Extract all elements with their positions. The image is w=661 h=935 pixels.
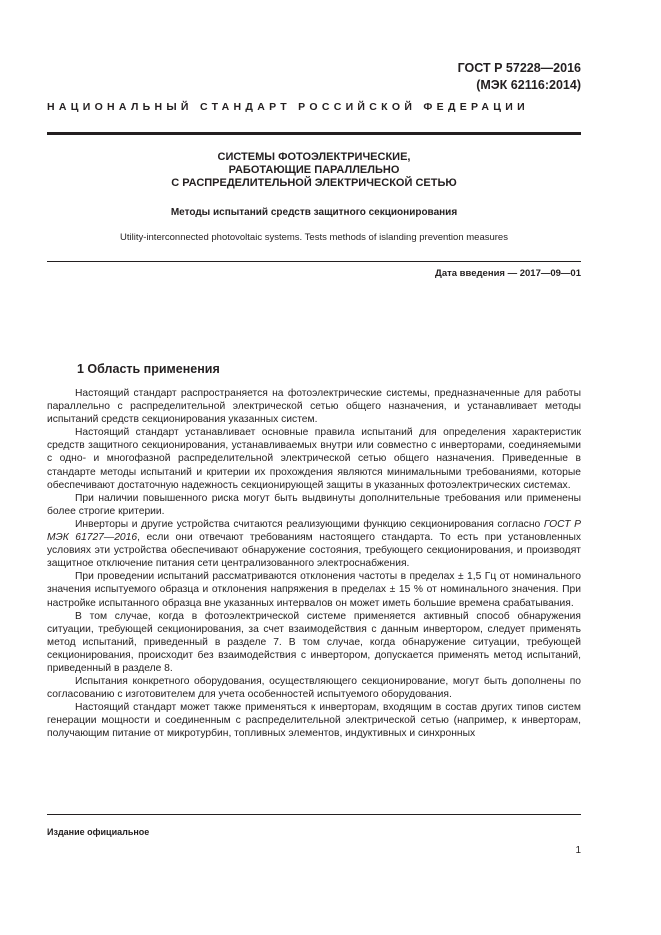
title-rule [47, 261, 581, 262]
paragraph: В том случае, когда в фотоэлектрической системе применяется активный способ обнаружения ситуации, требующей секционирования, за счет взаимодействия с данным инвертором, следует применять метод испытаний, приведенный в разделе 7. В том случае, когда обнаружение ситуации, требующей секционирования, происходит без взаимодействия с инвертором, допускается применять метод испытаний, приведенный в разделе 8. [47, 610, 581, 674]
paragraph: Настоящий стандарт может также применяться к инверторам, входящим в состав других типов систем генерации мощности и соединенным с распределительной электрической сетью (например, к инверторам, получающим питание от микротурбин, топливных элементов, индуктивных и синхронных [47, 702, 581, 740]
section-heading: 1 Область применения [77, 362, 220, 376]
edition-label: Издание официальное [47, 827, 150, 837]
title-line-3: С РАСПРЕДЕЛИТЕЛЬНОЙ ЭЛЕКТРИЧЕСКОЙ СЕТЬЮ [171, 177, 457, 189]
document-subtitle: Методы испытаний средств защитного секционирования [170, 207, 458, 218]
title-line-2: РАБОТАЮЩИЕ ПАРАЛЛЕЛЬНО [228, 164, 400, 176]
iec-number: (МЭК 62116:2014) [476, 78, 581, 92]
introduction-date: Дата введения — 2017—09—01 [435, 268, 581, 279]
section-body [47, 387, 581, 741]
page-number: 1 [575, 845, 581, 856]
paragraph [47, 518, 581, 570]
gost-number: ГОСТ Р 57228—2016 [457, 61, 581, 75]
standard-designation [458, 60, 581, 94]
national-standard-banner: НАЦИОНАЛЬНЫЙ СТАНДАРТ РОССИЙСКОЙ ФЕДЕРАЦИИ [47, 101, 529, 113]
document-title [47, 151, 581, 190]
header-rule [47, 132, 581, 135]
paragraph: Испытания конкретного оборудования, осуществляющего секционирование, могут быть дополнены по согласованию с изготовителем для учета особенностей испытуемого оборудования. [47, 676, 581, 701]
paragraph-text: Инверторы и другие устройства считаются реализующими функцию секционирования согласно [75, 518, 544, 530]
footer-rule [47, 814, 581, 815]
title-line-1: СИСТЕМЫ ФОТОЭЛЕКТРИЧЕСКИЕ, [217, 151, 411, 163]
paragraph: Настоящий стандарт распространяется на фотоэлектрические системы, предназначенные для работы параллельно с распределительной электрической сетью общего назначения, и устанавливает методы испытаний средств секционирования указанных систем. [47, 388, 581, 426]
paragraph: При проведении испытаний рассматриваются отклонения частоты в пределах ± 1,5 Гц от номинального значения испытуемого образца и отклонения напряжения в пределах ± 15 % от номинального значения. При настройке испытанного образца вне указанных интервалов он может иметь большие времена срабатывания. [47, 571, 581, 609]
standard-reference: ГОСТ Р МЭК 61727—2016 [47, 518, 581, 544]
paragraph: Настоящий стандарт устанавливает основные правила испытаний для определения характеристик средств защитного секционирования, устанавливаемых внутри или совместно с инверторами, соединяемыми с одно- и многофазной распределительной электрической сетью общего назначения. Приведенные в стандарте методы испытаний и критерии их прохождения являются минимальными требованиями, которые обеспечивают достаточную надежность секционирующей защиты в указанных фотоэлектрических системах. [47, 427, 581, 491]
paragraph-text: , если они отвечают требованиям настоящего стандарта. То есть при установленных условиях эти устройства обеспечивают обнаружение состояния, требующего секционирования, и производят защитное отключение питания сети централизованного электроснабжения. [47, 532, 581, 570]
paragraph: При наличии повышенного риска могут быть выдвинуты дополнительные требования или применены более строгие критерии. [47, 492, 581, 517]
english-title: Utility-interconnected photovoltaic systems. Tests methods of islanding prevention measures [120, 232, 508, 243]
